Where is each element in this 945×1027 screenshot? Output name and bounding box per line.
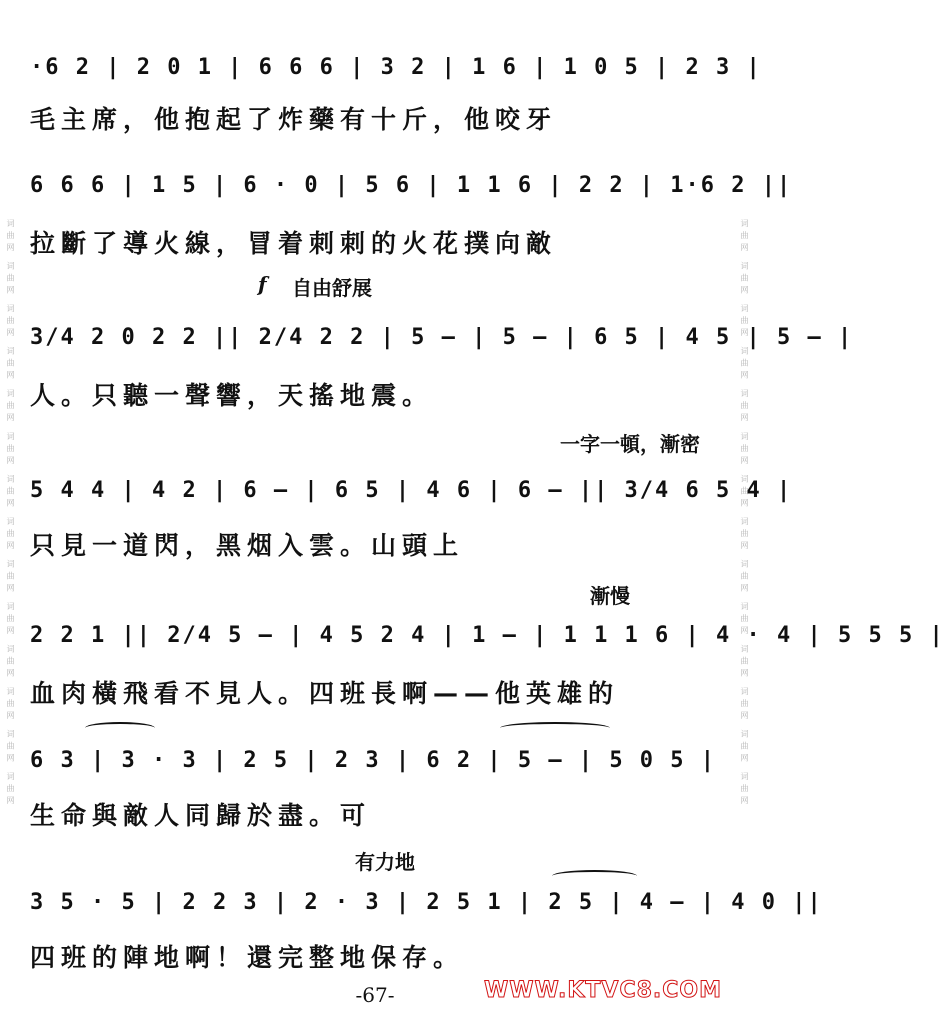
lyrics-line-7: 四班的陣地啊！還完整地保存。 (30, 943, 465, 972)
notation-line-1: ·6 2 | 2 0 1 | 6 6 6 | 3 2 | 1 6 | 1 0 5 | 2 3 | (30, 54, 762, 80)
expression-marking-free: 自由舒展 (292, 276, 372, 300)
notation-line-2: 6 6 6 | 1 5 | 6 · 0 | 5 6 | 1 1 6 | 2 2 | 1·6 2 || (30, 172, 793, 198)
dynamic-marking: f (258, 272, 267, 296)
site-watermark: WWW.KTVC8.COM (484, 978, 722, 1003)
notation-line-3: 3/4 2 0 2 2 || 2/4 2 2 | 5 — | 5 — | 6 5 | 4 5 | 5 — | (30, 324, 854, 350)
notation-line-6: 6 3 | 3 · 3 | 2 5 | 2 3 | 6 2 | 5 — | 5 0 5 | (30, 747, 717, 773)
lyrics-line-1: 毛主席，他抱起了炸藥有十斤，他咬牙 (30, 105, 558, 134)
expression-marking-staccato: 一字一頓，漸密 (560, 432, 700, 456)
lyrics-line-2: 拉斷了導火線，冒着刺刺的火花撲向敵 (30, 229, 558, 258)
expression-marking-slowing: 漸慢 (590, 584, 630, 608)
side-margin-watermark-right: 词曲网 词曲网 词曲网 词曲网 词曲网 词曲网 词曲网 词曲网 词曲网 词曲网 词曲网 词曲网 词曲网 词曲网 (740, 218, 749, 809)
slur-mark (500, 722, 610, 734)
lyrics-line-6: 生命與敵人同歸於盡。可 (30, 801, 372, 830)
expression-marking-forceful: 有力地 (355, 850, 415, 874)
lyrics-line-4: 只見一道閃，黑烟入雲。山頭上 (30, 531, 465, 560)
lyrics-line-3: 人。只聽一聲響，天搖地震。 (30, 381, 434, 410)
notation-line-7: 3 5 · 5 | 2 2 3 | 2 · 3 | 2 5 1 | 2 5 | 4 — | 4 0 || (30, 889, 823, 915)
notation-line-4: 5 4 4 | 4 2 | 6 — | 6 5 | 4 6 | 6 — || 3/4 6 5 4 | (30, 477, 793, 503)
side-margin-watermark-left: 词曲网 词曲网 词曲网 词曲网 词曲网 词曲网 词曲网 词曲网 词曲网 词曲网 词曲网 词曲网 词曲网 词曲网 (6, 218, 15, 809)
notation-line-5: 2 2 1 || 2/4 5 — | 4 5 2 4 | 1 — | 1 1 1 6 | 4 · 4 | 5 5 5 | (30, 622, 945, 648)
slur-mark (85, 722, 155, 734)
page-number: -67- (355, 983, 395, 1007)
lyrics-line-5: 血肉橫飛看不見人。四班長啊——他英雄的 (30, 679, 620, 708)
